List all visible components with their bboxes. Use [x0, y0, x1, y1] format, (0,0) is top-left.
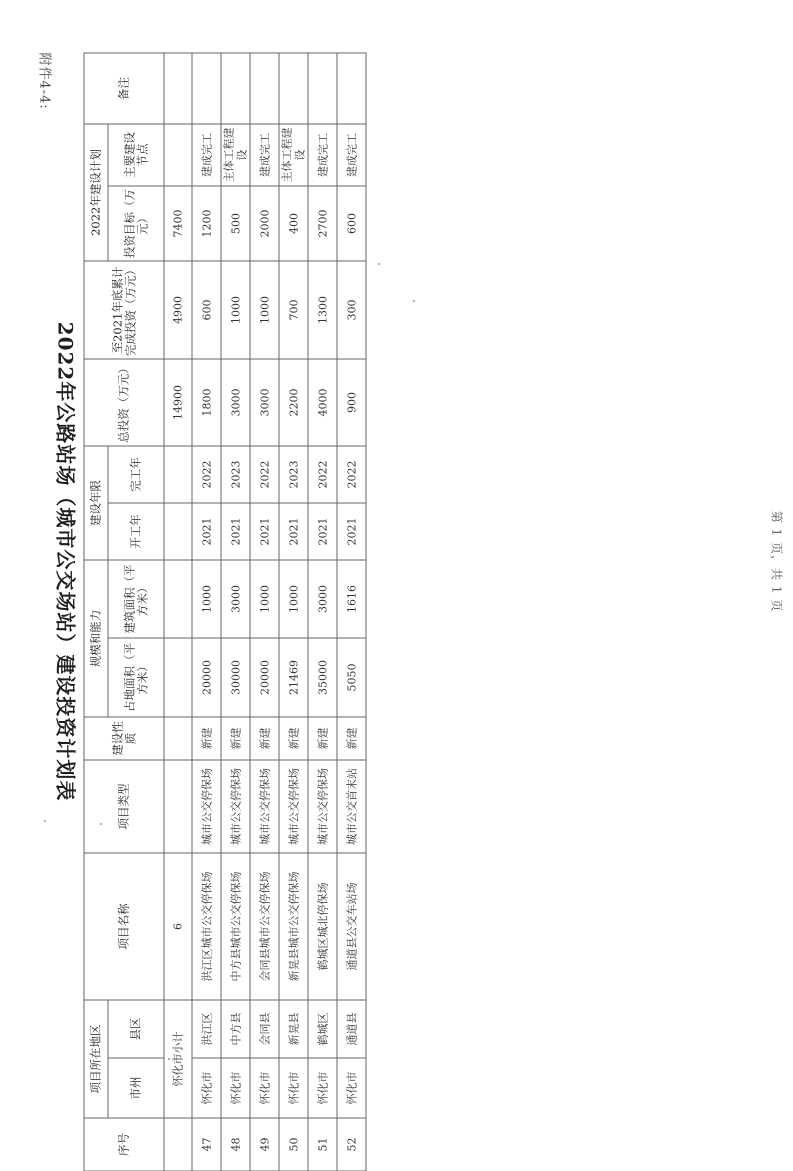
subtotal-investment-target: 7400 — [164, 186, 192, 261]
cell-building-area: 1000 — [192, 560, 221, 638]
cell-cumulative-2021: 600 — [192, 261, 221, 359]
subtotal-label: 怀化市小计 — [164, 1000, 192, 1118]
cell-city: 怀化市 — [337, 1058, 366, 1118]
subtotal-project-count: 6 — [164, 853, 192, 1000]
header-plan-2022: 2022年建设计划 — [84, 124, 108, 261]
cell-remark — [250, 53, 279, 124]
cell-investment-target: 2700 — [308, 186, 337, 261]
cell-land-area: 35000 — [308, 638, 337, 717]
cell-nature: 新建 — [279, 717, 308, 760]
cell-seq: 51 — [308, 1118, 337, 1171]
header-region: 项目所在地区 — [84, 1000, 108, 1118]
cell-project-type: 城市公交首末站 — [337, 760, 366, 853]
cell-end-year: 2022 — [337, 446, 366, 503]
header-county: 县区 — [108, 1000, 164, 1058]
cell-nature: 新建 — [308, 717, 337, 760]
cell-seq: 48 — [221, 1118, 250, 1171]
cell-building-area: 1616 — [337, 560, 366, 638]
cell-cumulative-2021: 300 — [337, 261, 366, 359]
cell-project-name: 通道县公交车站场 — [337, 853, 366, 1000]
cell-remark — [221, 53, 250, 124]
table-row — [337, 53, 366, 1171]
cell-investment-target: 1200 — [192, 186, 221, 261]
cell-milestone: 建成完工 — [337, 124, 366, 186]
cell-remark — [279, 53, 308, 124]
cell-cumulative-2021: 1000 — [250, 261, 279, 359]
cell-building-area: 1000 — [250, 560, 279, 638]
cell-county: 中方县 — [221, 1000, 250, 1058]
header-nature: 建设性质 — [84, 717, 164, 760]
cell-cumulative-2021: 1000 — [221, 261, 250, 359]
cell-county: 洪江区 — [192, 1000, 221, 1058]
cell-cumulative-2021: 1300 — [308, 261, 337, 359]
cell-remark — [192, 53, 221, 124]
cell-end-year: 2022 — [250, 446, 279, 503]
cell-milestone: 建成完工 — [308, 124, 337, 186]
cell-project-type: 城市公交停保场 — [250, 760, 279, 853]
cell-seq: 50 — [279, 1118, 308, 1171]
subtotal-cumulative-2021: 4900 — [164, 261, 192, 359]
cell-total-investment: 3000 — [250, 359, 279, 446]
cell-land-area: 21469 — [279, 638, 308, 717]
header-milestone: 主要建设节点 — [108, 124, 164, 186]
subtotal-row — [164, 53, 192, 1171]
cell-project-type: 城市公交停保场 — [279, 760, 308, 853]
cell-county: 新晃县 — [279, 1000, 308, 1058]
table-row — [192, 53, 221, 1171]
cell — [164, 760, 192, 853]
cell-county: 鹤城区 — [308, 1000, 337, 1058]
cell-project-type: 城市公交停保场 — [308, 760, 337, 853]
cell-total-investment: 900 — [337, 359, 366, 446]
cell-county: 会同县 — [250, 1000, 279, 1058]
cell-city: 怀化市 — [192, 1058, 221, 1118]
cell-remark — [337, 53, 366, 124]
cell-total-investment: 2200 — [279, 359, 308, 446]
cell-milestone: 建成完工 — [250, 124, 279, 186]
header-project-type: 项目类型 — [84, 760, 164, 853]
cell — [164, 446, 192, 503]
header-building-area: 建筑面积（平方米） — [108, 560, 164, 638]
cell-start-year: 2021 — [192, 503, 221, 560]
header-end-year: 完工年 — [108, 446, 164, 503]
cell-city: 怀化市 — [279, 1058, 308, 1118]
cell-end-year: 2022 — [192, 446, 221, 503]
cell-seq: 52 — [337, 1118, 366, 1171]
page-title: 2022年公路站场（城市公交场站）建设投资计划表 — [53, 321, 77, 801]
cell-nature: 新建 — [192, 717, 221, 760]
cell-nature: 新建 — [221, 717, 250, 760]
header-row-2 — [108, 53, 164, 1171]
cell-city: 怀化市 — [250, 1058, 279, 1118]
cell-nature: 新建 — [337, 717, 366, 760]
header-project-name: 项目名称 — [84, 853, 164, 1000]
attachment-label: 附件4-4: — [36, 52, 51, 110]
cell-start-year: 2021 — [250, 503, 279, 560]
cell-end-year: 2023 — [279, 446, 308, 503]
cell-seq: 47 — [192, 1118, 221, 1171]
cell-cumulative-2021: 700 — [279, 261, 308, 359]
cell-start-year: 2021 — [221, 503, 250, 560]
cell-end-year: 2023 — [221, 446, 250, 503]
cell-end-year: 2022 — [308, 446, 337, 503]
cell-building-area: 1000 — [279, 560, 308, 638]
cell-total-investment: 1800 — [192, 359, 221, 446]
cell-city: 怀化市 — [308, 1058, 337, 1118]
table-row — [308, 53, 337, 1171]
page-footer: 第 1 页，共 1 页 — [769, 510, 783, 612]
table-row — [250, 53, 279, 1171]
table-row — [279, 53, 308, 1171]
header-total-investment: 总投资（万元） — [84, 359, 164, 446]
cell-total-investment: 3000 — [221, 359, 250, 446]
cell-start-year: 2021 — [337, 503, 366, 560]
cell — [164, 124, 192, 186]
cell-investment-target: 600 — [337, 186, 366, 261]
cell-county: 通道县 — [337, 1000, 366, 1058]
header-cumulative-2021: 至2021年底累计完成投资（万元） — [84, 261, 164, 359]
cell-milestone: 主体工程建设 — [221, 124, 250, 186]
cell-building-area: 3000 — [308, 560, 337, 638]
header-remark: 备注 — [84, 53, 164, 124]
header-city: 市州 — [108, 1058, 164, 1118]
investment-plan-table — [83, 52, 366, 1171]
cell-land-area: 20000 — [192, 638, 221, 717]
cell-milestone: 建成完工 — [192, 124, 221, 186]
cell-land-area: 5050 — [337, 638, 366, 717]
cell-investment-target: 500 — [221, 186, 250, 261]
cell-project-name: 中方县城市公交停保场 — [221, 853, 250, 1000]
cell-remark — [308, 53, 337, 124]
cell-investment-target: 2000 — [250, 186, 279, 261]
cell — [164, 560, 192, 638]
cell — [164, 638, 192, 717]
cell-milestone: 主体工程建设 — [279, 124, 308, 186]
cell-land-area: 30000 — [221, 638, 250, 717]
cell-project-name: 洪江区城市公交停保场 — [192, 853, 221, 1000]
cell-project-type: 城市公交停保场 — [221, 760, 250, 853]
cell-total-investment: 4000 — [308, 359, 337, 446]
cell-start-year: 2021 — [279, 503, 308, 560]
cell — [164, 1118, 192, 1171]
cell-project-name: 鹤城区城北停保场 — [308, 853, 337, 1000]
header-period: 建设年限 — [84, 446, 108, 560]
cell — [164, 53, 192, 124]
subtotal-total-investment: 14900 — [164, 359, 192, 446]
cell — [164, 717, 192, 760]
header-land-area: 占地面积（平方米） — [108, 638, 164, 717]
cell-land-area: 20000 — [250, 638, 279, 717]
header-seq: 序号 — [84, 1118, 164, 1171]
cell-project-type: 城市公交停保场 — [192, 760, 221, 853]
header-row-1 — [84, 53, 108, 1171]
cell-nature: 新建 — [250, 717, 279, 760]
cell — [164, 503, 192, 560]
cell-start-year: 2021 — [308, 503, 337, 560]
cell-building-area: 3000 — [221, 560, 250, 638]
cell-seq: 49 — [250, 1118, 279, 1171]
cell-project-name: 会同县城市公交停保场 — [250, 853, 279, 1000]
cell-city: 怀化市 — [221, 1058, 250, 1118]
table-row — [221, 53, 250, 1171]
cell-project-name: 新晃县城市公交停保场 — [279, 853, 308, 1000]
cell-investment-target: 400 — [279, 186, 308, 261]
header-scale: 规模和能力 — [84, 560, 108, 717]
header-investment-target: 投资目标（万元） — [108, 186, 164, 261]
header-start-year: 开工年 — [108, 503, 164, 560]
